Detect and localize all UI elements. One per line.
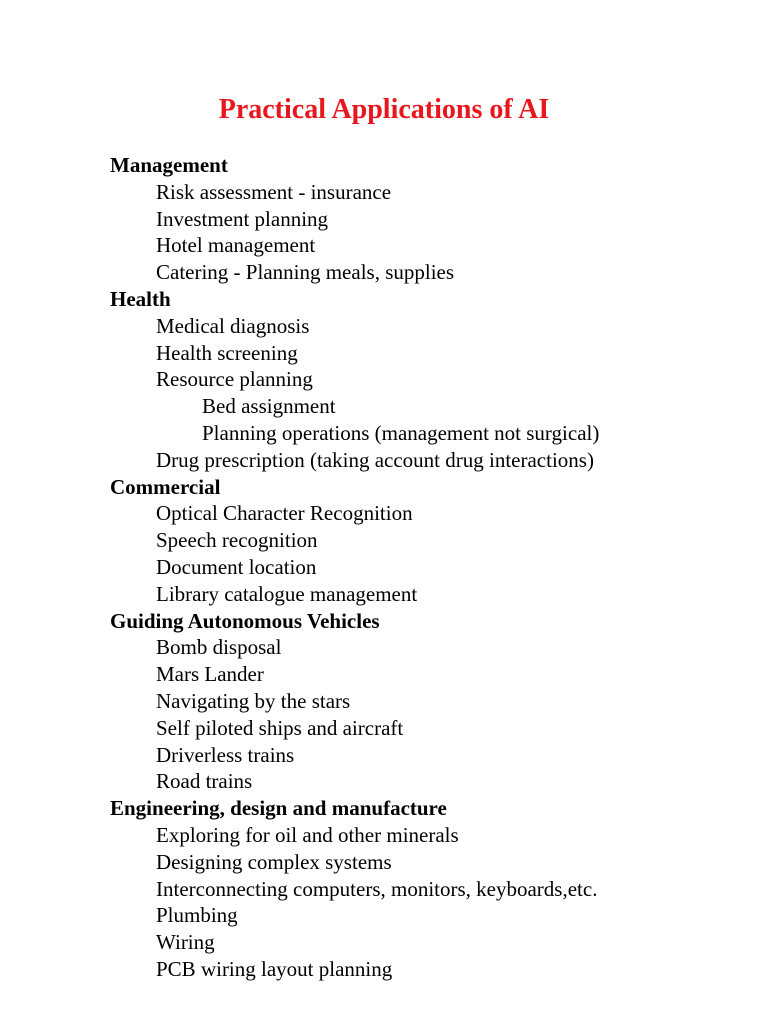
list-item: Bomb disposal: [156, 635, 282, 660]
list-item: Document location: [156, 554, 317, 579]
list-item: Mars Lander: [156, 662, 264, 687]
list-item: Wiring: [156, 930, 215, 955]
applications-outline: [110, 152, 599, 983]
list-item: Designing complex systems: [156, 849, 392, 874]
section-heading: Management: [110, 153, 228, 177]
list-item: Navigating by the stars: [156, 688, 351, 713]
sub-list-item: Bed assignment: [202, 394, 336, 419]
list-item: Optical Character Recognition: [156, 501, 413, 526]
list-item: Investment planning: [156, 206, 329, 231]
list-item: Library catalogue management: [156, 581, 418, 606]
list-item: Catering - Planning meals, supplies: [156, 260, 455, 285]
list-item: Health screening: [156, 340, 298, 365]
list-item: Risk assessment - insurance: [156, 179, 392, 204]
list-item: Medical diagnosis: [156, 313, 310, 338]
sub-list-item: Planning operations (management not surgical): [202, 420, 600, 445]
list-item: Resource planning: [156, 367, 313, 392]
list-item: PCB wiring layout planning: [156, 956, 393, 981]
list-item: Interconnecting computers, monitors, keyboards,etc.: [156, 876, 598, 901]
list-item: Speech recognition: [156, 528, 318, 553]
section-heading: Health: [110, 286, 171, 311]
list-item: Hotel management: [156, 233, 316, 258]
page-title: Practical Applications of AI: [218, 94, 550, 125]
section-heading: Commercial: [110, 474, 221, 499]
list-item: Drug prescription (taking account drug interactions): [156, 447, 594, 472]
list-item: Exploring for oil and other minerals: [156, 822, 459, 847]
list-item: Road trains: [156, 769, 253, 794]
list-item: Self piloted ships and aircraft: [156, 715, 404, 740]
list-item: Plumbing: [156, 903, 238, 928]
section-heading: Engineering, design and manufacture: [110, 796, 447, 821]
section-heading: Guiding Autonomous Vehicles: [110, 608, 380, 633]
list-item: Driverless trains: [156, 742, 295, 767]
